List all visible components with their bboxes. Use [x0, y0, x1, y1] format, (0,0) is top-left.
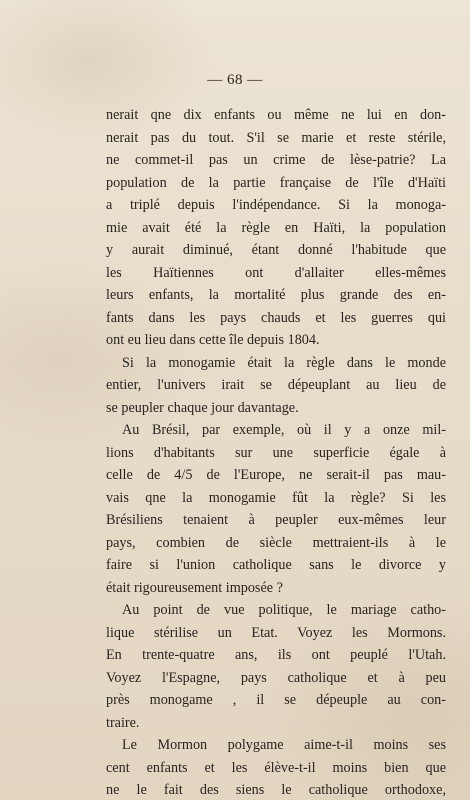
text-line: se peupler chaque jour davantage.	[106, 399, 299, 416]
text-line: nerait qne dix enfants ou même ne lui en don-	[106, 107, 446, 123]
text-line: a triplé depuis l'indépendance. Si la monoga-	[106, 197, 446, 213]
text-line: Le Mormon polygame aime-t-il moins ses	[122, 737, 446, 753]
text-line: leurs enfants, la mortalité plus grande des en-	[106, 287, 446, 303]
body-text	[106, 104, 446, 800]
text-line: faire si l'union catholique sans le divorce y	[106, 557, 446, 573]
text-line: En trente-quatre ans, ils ont peuplé l'Utah.	[106, 647, 446, 663]
text-line: ont eu lieu dans cette île depuis 1804.	[106, 332, 320, 348]
text-line: traire.	[106, 714, 140, 731]
text-line: nerait pas du tout. S'il se marie et reste stérile,	[106, 129, 446, 146]
text-line: fants dans les pays chauds et les guerres qui	[106, 309, 446, 326]
text-line: entier, l'univers irait se dépeuplant au lieu de	[106, 377, 446, 393]
text-line: pays, combien de siècle mettraient-ils à le	[106, 534, 446, 551]
page-number: — 68 —	[207, 72, 263, 88]
text-line: près monogame , il se dépeuple au con-	[106, 692, 446, 708]
text-line: population de la partie française de l'île d'Haïti	[106, 174, 446, 191]
text-line: mie avait été la règle en Haïti, la population	[106, 219, 446, 236]
text-line: lions d'habitants sur une superficie égale à	[106, 444, 446, 461]
text-line: Si la monogamie était la règle dans le monde	[122, 354, 446, 371]
text-line: lique stérilise un Etat. Voyez les Mormons.	[106, 624, 446, 641]
text-line: Voyez l'Espagne, pays catholique et à peu	[106, 669, 446, 686]
text-line: les Haïtiennes ont d'allaiter elles-mêmes	[106, 264, 446, 281]
text-line: Au point de vue politique, le mariage catho-	[122, 602, 446, 618]
text-line: était rigoureusement imposée ?	[106, 579, 283, 596]
text-line: ne commet-il pas un crime de lèse-patrie? La	[106, 152, 446, 168]
text-line: Brésiliens tenaient à peupler eux-mêmes leur	[106, 512, 446, 528]
text-line: y aurait diminué, étant donné l'habitude que	[106, 242, 446, 258]
text-line: Au Brésil, par exemple, où il y a onze mil-	[122, 422, 446, 438]
text-line: celle de 4/5 de l'Europe, ne serait-il pas mau-	[106, 467, 446, 483]
text-line: cent enfants et les élève-t-il moins bien que	[106, 759, 446, 776]
text-line: ne le fait des siens le catholique orthodoxe,	[106, 782, 446, 798]
text-line: vais qne la monogamie fût la règle? Si les	[106, 489, 446, 506]
